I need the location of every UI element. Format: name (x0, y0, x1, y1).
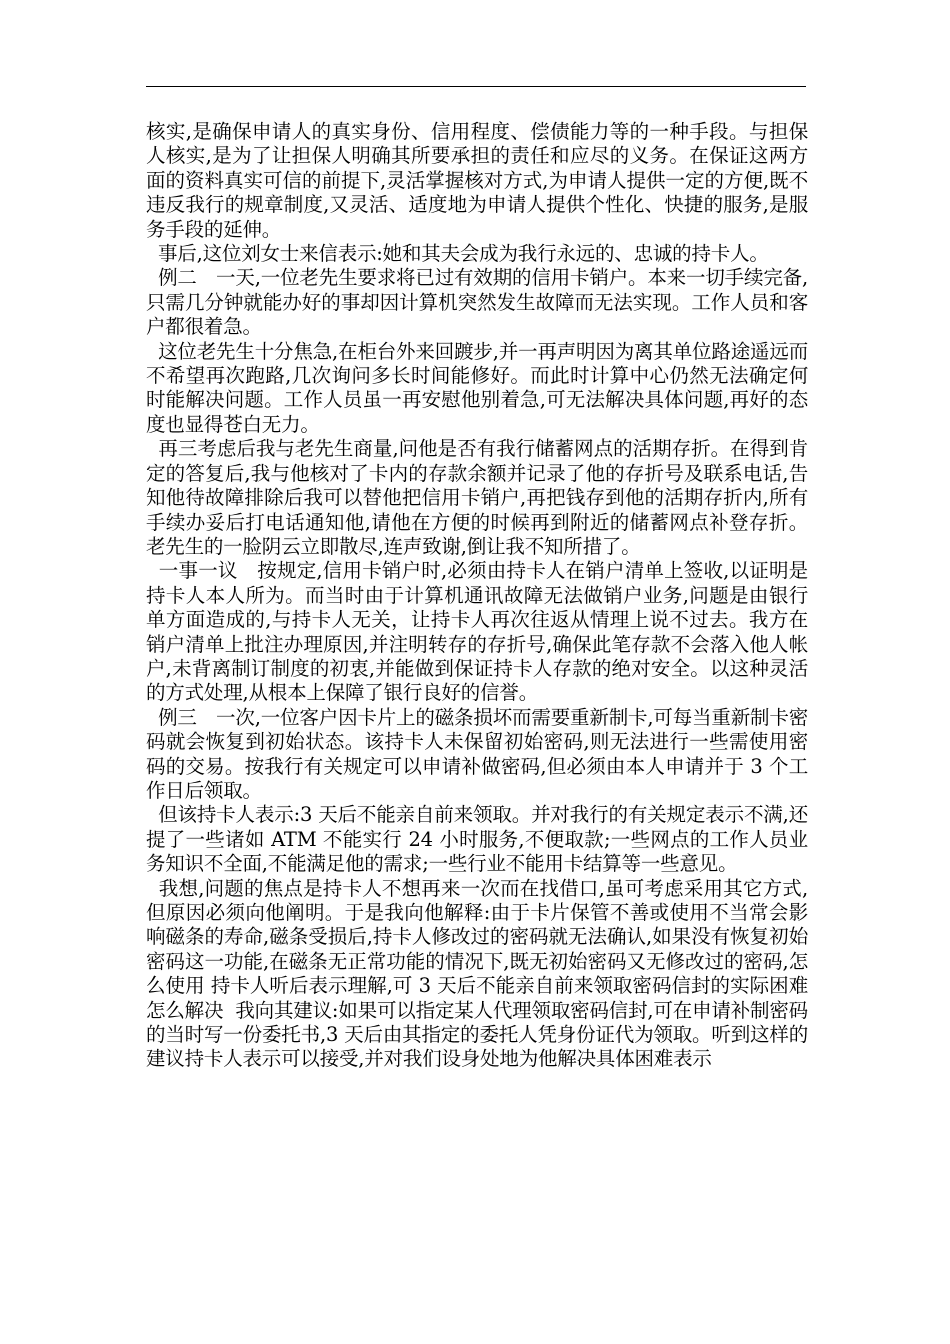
paragraph: 例二 一天,一位老先生要求将已过有效期的信用卡销户。本来一切手续完备,只需几分钟就能办好的事却因计算机突然发生故障而无法实现。工作人员和客户都很着急。 (146, 266, 808, 339)
paragraph: 事后,这位刘女士来信表示:她和其夫会成为我行永远的、忠诚的持卡人。 (146, 242, 769, 266)
paragraph: 一事一议 按规定,信用卡销户时,必须由持卡人在销户清单上签收,以证明是持卡人本人所为。而当时由于计算机通讯故障无法做销户业务,问题是由银行单方面造成的,与持卡人无关，让持卡人再次往返从情理上说不过去。我方在销户清单上批注办理原因,并注明转存的存折号,确保此笔存款不会落入他人帐户,未背离制订制度的初衷,并能做到保证持卡人存款的绝对安全。以这种灵活的方式处理,从根本上保障了银行良好的信誉。 (146, 559, 808, 705)
paragraph: 核实,是确保申请人的真实身份、信用程度、偿债能力等的一种手段。与担保人核实,是为了让担保人明确其所要承担的责任和应尽的义务。在保证这两方面的资料真实可信的前提下,灵活掌握核对方式,为申请人提供一定的方便,既不违反我行的规章制度,又灵活、适度地为申请人提供个性化、快捷的服务,是服务手段的延伸。 (146, 120, 808, 241)
header-rule (146, 86, 806, 87)
paragraph: 再三考虑后我与老先生商量,问他是否有我行储蓄网点的活期存折。在得到肯定的答复后,我与他核对了卡内的存款余额并记录了他的存折号及联系电话,告知他待故障排除后我可以替他把信用卡销户,再把钱存到他的活期存折内,所有手续办妥后打电话通知他,请他在方便的时候再到附近的储蓄网点补登存折。老先生的一脸阴云立即散尽,连声致谢,倒让我不知所措了。 (146, 437, 808, 558)
paragraph: 例三 一次,一位客户因卡片上的磁条损坏而需要重新制卡,可每当重新制卡密码就会恢复到初始状态。该持卡人未保留初始密码,则无法进行一些需使用密码的交易。按我行有关规定可以申请补做密码,但必须由本人申请并于 3 个工作日后领取。 (146, 705, 808, 802)
document-body (146, 120, 808, 1072)
paragraph: 这位老先生十分焦急,在柜台外来回踱步,并一再声明因为离其单位路途遥远而不希望再次跑路,几次询问多长时间能修好。而此时计算中心仍然无法确定何时能解决问题。工作人员虽一再安慰他别着急,可无法解决具体问题,再好的态度也显得苍白无力。 (146, 339, 808, 436)
paragraph: 我想,问题的焦点是持卡人不想再来一次而在找借口,虽可考虑采用其它方式,但原因必须向他阐明。于是我向他解释:由于卡片保管不善或使用不当常会影响磁条的寿命,磁条受损后,持卡人修改过的密码就无法确认,如果没有恢复初始密码这一功能,在磁条无正常功能的情况下,既无初始密码又无修改过的密码,怎么使用 持卡人听后表示理解,可 3 天后不能亲自前来领取密码信封的实际困难怎么解决 我向其建议:如果可以指定某人代理领取密码信封,可在申请补制密码的当时写一份委托书,3 天后由其指定的委托人凭身份证代为领取。听到这样的建议持卡人表示可以接受,并对我们设身处地为他解决具体困难表示 (146, 876, 808, 1071)
paragraph: 但该持卡人表示:3 天后不能亲自前来领取。并对我行的有关规定表示不满,还提了一些诸如 ATM 不能实行 24 小时服务,不便取款;一些网点的工作人员业务知识不全面,不能满足他的需求;一些行业不能用卡结算等一些意见。 (146, 803, 808, 876)
